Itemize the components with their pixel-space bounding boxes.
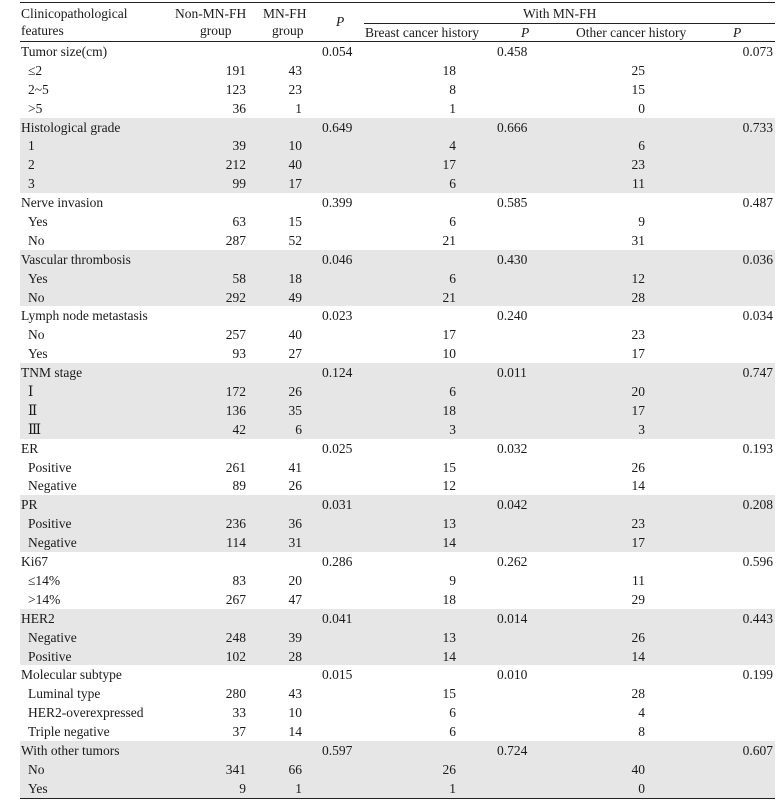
p-value-other: 0.487 <box>742 195 773 211</box>
other-history-count: 4 <box>638 705 645 721</box>
table-row <box>20 476 775 495</box>
mnfh-count: 23 <box>288 81 302 97</box>
feature-header-row <box>20 363 775 382</box>
table-row <box>20 684 775 703</box>
other-history-count: 31 <box>631 232 645 248</box>
other-history-count: 20 <box>631 384 645 400</box>
breast-history-count: 8 <box>449 81 456 97</box>
breast-history-count: 6 <box>449 724 456 740</box>
non-mnfh-count: 58 <box>232 270 246 286</box>
mnfh-count: 39 <box>288 629 302 645</box>
subcategory-label: 3 <box>28 176 35 192</box>
feature-title: Ki67 <box>21 554 48 570</box>
subcategory-label: ≤2 <box>28 62 43 78</box>
mnfh-count: 1 <box>295 100 302 116</box>
p-value-breast: 0.014 <box>497 610 528 626</box>
non-mnfh-count: 123 <box>225 81 246 97</box>
p-value-breast: 0.430 <box>497 251 528 267</box>
non-mnfh-count: 191 <box>225 62 246 78</box>
breast-history-count: 6 <box>449 705 456 721</box>
feature-header-row <box>20 439 775 458</box>
mnfh-count: 14 <box>288 724 302 740</box>
breast-history-count: 17 <box>442 157 456 173</box>
table-row <box>20 760 775 779</box>
header-p-breast: P <box>521 25 530 40</box>
other-history-count: 23 <box>631 327 645 343</box>
subcategory-label: No <box>28 232 45 248</box>
feature-title: Histological grade <box>21 119 121 135</box>
mnfh-count: 27 <box>288 346 302 362</box>
p-value-breast: 0.032 <box>497 440 528 456</box>
feature-title: HER2 <box>21 610 55 626</box>
header-breast-history: Breast cancer history <box>365 25 479 40</box>
other-history-count: 9 <box>638 214 645 230</box>
breast-history-count: 21 <box>442 289 456 305</box>
header-mnfh-line1: MN-FH <box>263 6 307 21</box>
p-value-other: 0.036 <box>742 251 773 267</box>
feature-title: Lymph node metastasis <box>21 308 148 324</box>
table-row <box>20 174 775 193</box>
p-value-other: 0.747 <box>742 365 773 381</box>
non-mnfh-count: 280 <box>225 686 246 702</box>
other-history-count: 6 <box>638 138 645 154</box>
mnfh-count: 10 <box>288 138 302 154</box>
subcategory-label: No <box>28 761 45 777</box>
p-value-overall: 0.399 <box>322 195 353 211</box>
feature-group <box>20 552 775 609</box>
header-mnfh-line2: group <box>272 23 304 38</box>
feature-title: TNM stage <box>21 365 83 381</box>
non-mnfh-count: 36 <box>232 100 246 116</box>
subcategory-label: Luminal type <box>28 686 101 702</box>
breast-history-count: 3 <box>449 421 456 437</box>
feature-header-row <box>20 495 775 514</box>
feature-header-row <box>20 42 775 61</box>
mnfh-count: 66 <box>288 761 302 777</box>
other-history-count: 25 <box>631 62 645 78</box>
non-mnfh-count: 83 <box>232 572 246 588</box>
other-history-count: 15 <box>631 81 645 97</box>
table-row <box>20 533 775 552</box>
table-row <box>20 231 775 250</box>
other-history-count: 3 <box>638 421 645 437</box>
p-value-other: 0.199 <box>742 667 773 683</box>
other-history-count: 17 <box>631 346 645 362</box>
other-history-count: 28 <box>631 289 645 305</box>
table-row <box>20 99 775 118</box>
feature-title: ER <box>21 440 39 456</box>
feature-group <box>20 495 775 552</box>
feature-group <box>20 741 775 798</box>
table-body <box>20 42 775 798</box>
mnfh-count: 17 <box>288 176 302 192</box>
other-history-count: 14 <box>631 478 645 494</box>
p-value-overall: 0.286 <box>322 554 353 570</box>
mnfh-count: 15 <box>288 214 302 230</box>
non-mnfh-count: 99 <box>232 176 246 192</box>
subcategory-label: Ⅰ <box>28 384 34 400</box>
non-mnfh-count: 261 <box>225 459 246 475</box>
table-row <box>20 420 775 439</box>
non-mnfh-count: 89 <box>232 478 246 494</box>
header-nonmnfh-line2: group <box>200 23 232 38</box>
p-value-overall: 0.041 <box>322 610 353 626</box>
non-mnfh-count: 236 <box>225 516 246 532</box>
non-mnfh-count: 42 <box>232 421 246 437</box>
non-mnfh-count: 93 <box>232 346 246 362</box>
p-value-breast: 0.724 <box>497 742 528 758</box>
feature-group <box>20 118 775 194</box>
table-row <box>20 514 775 533</box>
p-value-breast: 0.011 <box>497 365 527 381</box>
breast-history-count: 6 <box>449 270 456 286</box>
feature-group <box>20 193 775 250</box>
subcategory-label: Negative <box>28 478 77 494</box>
subcategory-label: >14% <box>28 591 61 607</box>
feature-title: PR <box>21 497 38 513</box>
breast-history-count: 14 <box>442 535 456 551</box>
subcategory-label: 1 <box>28 138 35 154</box>
breast-history-count: 14 <box>442 648 456 664</box>
table-row <box>20 571 775 590</box>
other-history-count: 17 <box>631 535 645 551</box>
p-value-other: 0.443 <box>742 610 773 626</box>
p-value-overall: 0.124 <box>322 365 353 381</box>
p-value-other: 0.607 <box>742 742 773 758</box>
mnfh-count: 10 <box>288 705 302 721</box>
table-bottom-rule <box>20 798 775 799</box>
breast-history-count: 13 <box>442 629 456 645</box>
p-value-overall: 0.649 <box>322 119 353 135</box>
other-history-count: 29 <box>631 591 645 607</box>
p-value-breast: 0.666 <box>497 119 528 135</box>
subcategory-label: Yes <box>28 346 48 362</box>
other-history-count: 23 <box>631 516 645 532</box>
other-history-count: 0 <box>638 100 645 116</box>
feature-title: With other tumors <box>21 742 120 758</box>
feature-title: Vascular thrombosis <box>21 251 131 267</box>
table-row <box>20 779 775 798</box>
subcategory-label: Positive <box>28 516 72 532</box>
clinicopathological-table <box>20 2 775 799</box>
mnfh-count: 47 <box>288 591 302 607</box>
non-mnfh-count: 172 <box>225 384 246 400</box>
table-row <box>20 61 775 80</box>
non-mnfh-count: 292 <box>225 289 246 305</box>
feature-group <box>20 609 775 666</box>
subcategory-label: Negative <box>28 535 77 551</box>
header-other-history: Other cancer history <box>576 25 687 40</box>
p-value-overall: 0.597 <box>322 742 353 758</box>
feature-group <box>20 306 775 363</box>
feature-group <box>20 42 775 118</box>
table-row <box>20 325 775 344</box>
other-history-count: 8 <box>638 724 645 740</box>
subcategory-label: Yes <box>28 780 48 796</box>
table-row <box>20 80 775 99</box>
other-history-count: 11 <box>632 572 645 588</box>
header-with-mnfh: With MN-FH <box>523 6 597 21</box>
breast-history-count: 18 <box>442 591 456 607</box>
table-row <box>20 155 775 174</box>
table-row <box>20 647 775 666</box>
breast-history-count: 21 <box>442 232 456 248</box>
non-mnfh-count: 212 <box>225 157 246 173</box>
subcategory-label: Yes <box>28 214 48 230</box>
subcategory-label: Positive <box>28 459 72 475</box>
table-row <box>20 212 775 231</box>
non-mnfh-count: 9 <box>239 780 246 796</box>
subcategory-label: No <box>28 289 45 305</box>
header-nonmnfh-line1: Non-MN-FH <box>175 6 247 21</box>
header-p-overall: P <box>336 14 345 29</box>
breast-history-count: 6 <box>449 214 456 230</box>
subcategory-label: Ⅱ <box>28 402 38 418</box>
table-row <box>20 628 775 647</box>
feature-group <box>20 363 775 439</box>
mnfh-count: 26 <box>288 478 302 494</box>
mnfh-count: 41 <box>288 459 302 475</box>
other-history-count: 26 <box>631 629 645 645</box>
breast-history-count: 6 <box>449 176 456 192</box>
non-mnfh-count: 248 <box>225 629 246 645</box>
other-history-count: 0 <box>638 780 645 796</box>
feature-header-row <box>20 665 775 684</box>
table-row <box>20 722 775 741</box>
feature-header-row <box>20 193 775 212</box>
breast-history-count: 6 <box>449 384 456 400</box>
subcategory-label: Ⅲ <box>28 421 42 437</box>
breast-history-count: 12 <box>442 478 456 494</box>
table-row <box>20 136 775 155</box>
subcategory-label: HER2-overexpressed <box>28 705 144 721</box>
non-mnfh-count: 257 <box>225 327 246 343</box>
other-history-count: 12 <box>631 270 645 286</box>
p-value-overall: 0.023 <box>322 308 353 324</box>
non-mnfh-count: 33 <box>232 705 246 721</box>
other-history-count: 40 <box>631 761 645 777</box>
p-value-overall: 0.031 <box>322 497 353 513</box>
table-row <box>20 401 775 420</box>
p-value-other: 0.034 <box>742 308 773 324</box>
header-p-other: P <box>733 25 742 40</box>
header-features-line2: features <box>21 23 64 38</box>
mnfh-count: 36 <box>288 516 302 532</box>
p-value-other: 0.193 <box>742 440 773 456</box>
table-row <box>20 288 775 307</box>
feature-group <box>20 439 775 496</box>
breast-history-count: 17 <box>442 327 456 343</box>
subcategory-label: Yes <box>28 270 48 286</box>
table-row <box>20 269 775 288</box>
table-row <box>20 590 775 609</box>
p-value-breast: 0.010 <box>497 667 528 683</box>
breast-history-count: 18 <box>442 402 456 418</box>
other-history-count: 26 <box>631 459 645 475</box>
feature-title: Tumor size(cm) <box>21 44 108 59</box>
non-mnfh-count: 39 <box>232 138 246 154</box>
p-value-breast: 0.240 <box>497 308 528 324</box>
mnfh-count: 18 <box>288 270 302 286</box>
table-row <box>20 458 775 477</box>
breast-history-count: 15 <box>442 686 456 702</box>
mnfh-count: 43 <box>288 62 302 78</box>
p-value-overall: 0.046 <box>322 251 353 267</box>
feature-title: Nerve invasion <box>21 195 104 211</box>
non-mnfh-count: 63 <box>232 214 246 230</box>
feature-group <box>20 665 775 741</box>
breast-history-count: 9 <box>449 572 456 588</box>
p-value-overall: 0.025 <box>322 440 353 456</box>
other-history-count: 11 <box>632 176 645 192</box>
feature-header-row <box>20 609 775 628</box>
feature-header-row <box>20 552 775 571</box>
subcategory-label: Positive <box>28 648 72 664</box>
non-mnfh-count: 114 <box>226 535 246 551</box>
mnfh-count: 31 <box>288 535 302 551</box>
breast-history-count: 15 <box>442 459 456 475</box>
subcategory-label: 2 <box>28 157 35 173</box>
mnfh-count: 1 <box>295 780 302 796</box>
p-value-breast: 0.262 <box>497 554 528 570</box>
other-history-count: 28 <box>631 686 645 702</box>
subcategory-label: Triple negative <box>28 724 110 740</box>
p-value-other: 0.596 <box>742 554 773 570</box>
non-mnfh-count: 267 <box>225 591 246 607</box>
mnfh-count: 26 <box>288 384 302 400</box>
non-mnfh-count: 102 <box>225 648 246 664</box>
mnfh-count: 40 <box>288 327 302 343</box>
p-value-breast: 0.042 <box>497 497 528 513</box>
p-value-other: 0.733 <box>742 119 773 135</box>
breast-history-count: 10 <box>442 346 456 362</box>
mnfh-count: 28 <box>288 648 302 664</box>
table-row <box>20 382 775 401</box>
breast-history-count: 26 <box>442 761 456 777</box>
p-value-breast: 0.458 <box>497 44 528 59</box>
other-history-count: 17 <box>631 402 645 418</box>
mnfh-count: 35 <box>288 402 302 418</box>
feature-header-row <box>20 741 775 760</box>
mnfh-count: 20 <box>288 572 302 588</box>
subcategory-label: Negative <box>28 629 77 645</box>
feature-group <box>20 250 775 307</box>
p-value-breast: 0.585 <box>497 195 528 211</box>
mnfh-count: 40 <box>288 157 302 173</box>
subcategory-label: ≤14% <box>28 572 61 588</box>
non-mnfh-count: 136 <box>225 402 246 418</box>
non-mnfh-count: 37 <box>232 724 246 740</box>
p-value-other: 0.208 <box>742 497 773 513</box>
subcategory-label: >5 <box>28 100 43 116</box>
feature-header-row <box>20 118 775 137</box>
subcategory-label: 2~5 <box>28 81 49 97</box>
breast-history-count: 4 <box>449 138 456 154</box>
table-header <box>20 2 775 42</box>
other-history-count: 14 <box>631 648 645 664</box>
p-value-overall: 0.054 <box>322 44 353 59</box>
non-mnfh-count: 287 <box>225 232 246 248</box>
mnfh-count: 6 <box>295 421 302 437</box>
header-features-line1: Clinicopathological <box>21 6 128 21</box>
subcategory-label: No <box>28 327 45 343</box>
p-value-overall: 0.015 <box>322 667 353 683</box>
feature-header-row <box>20 306 775 325</box>
non-mnfh-count: 341 <box>225 761 246 777</box>
mnfh-count: 43 <box>288 686 302 702</box>
table-row <box>20 703 775 722</box>
breast-history-count: 1 <box>449 100 456 116</box>
other-history-count: 23 <box>631 157 645 173</box>
breast-history-count: 13 <box>442 516 456 532</box>
feature-title: Molecular subtype <box>21 667 122 683</box>
p-value-other: 0.073 <box>742 44 773 59</box>
mnfh-count: 52 <box>288 232 302 248</box>
table-row <box>20 344 775 363</box>
breast-history-count: 1 <box>449 780 456 796</box>
feature-header-row <box>20 250 775 269</box>
breast-history-count: 18 <box>442 62 456 78</box>
mnfh-count: 49 <box>288 289 302 305</box>
